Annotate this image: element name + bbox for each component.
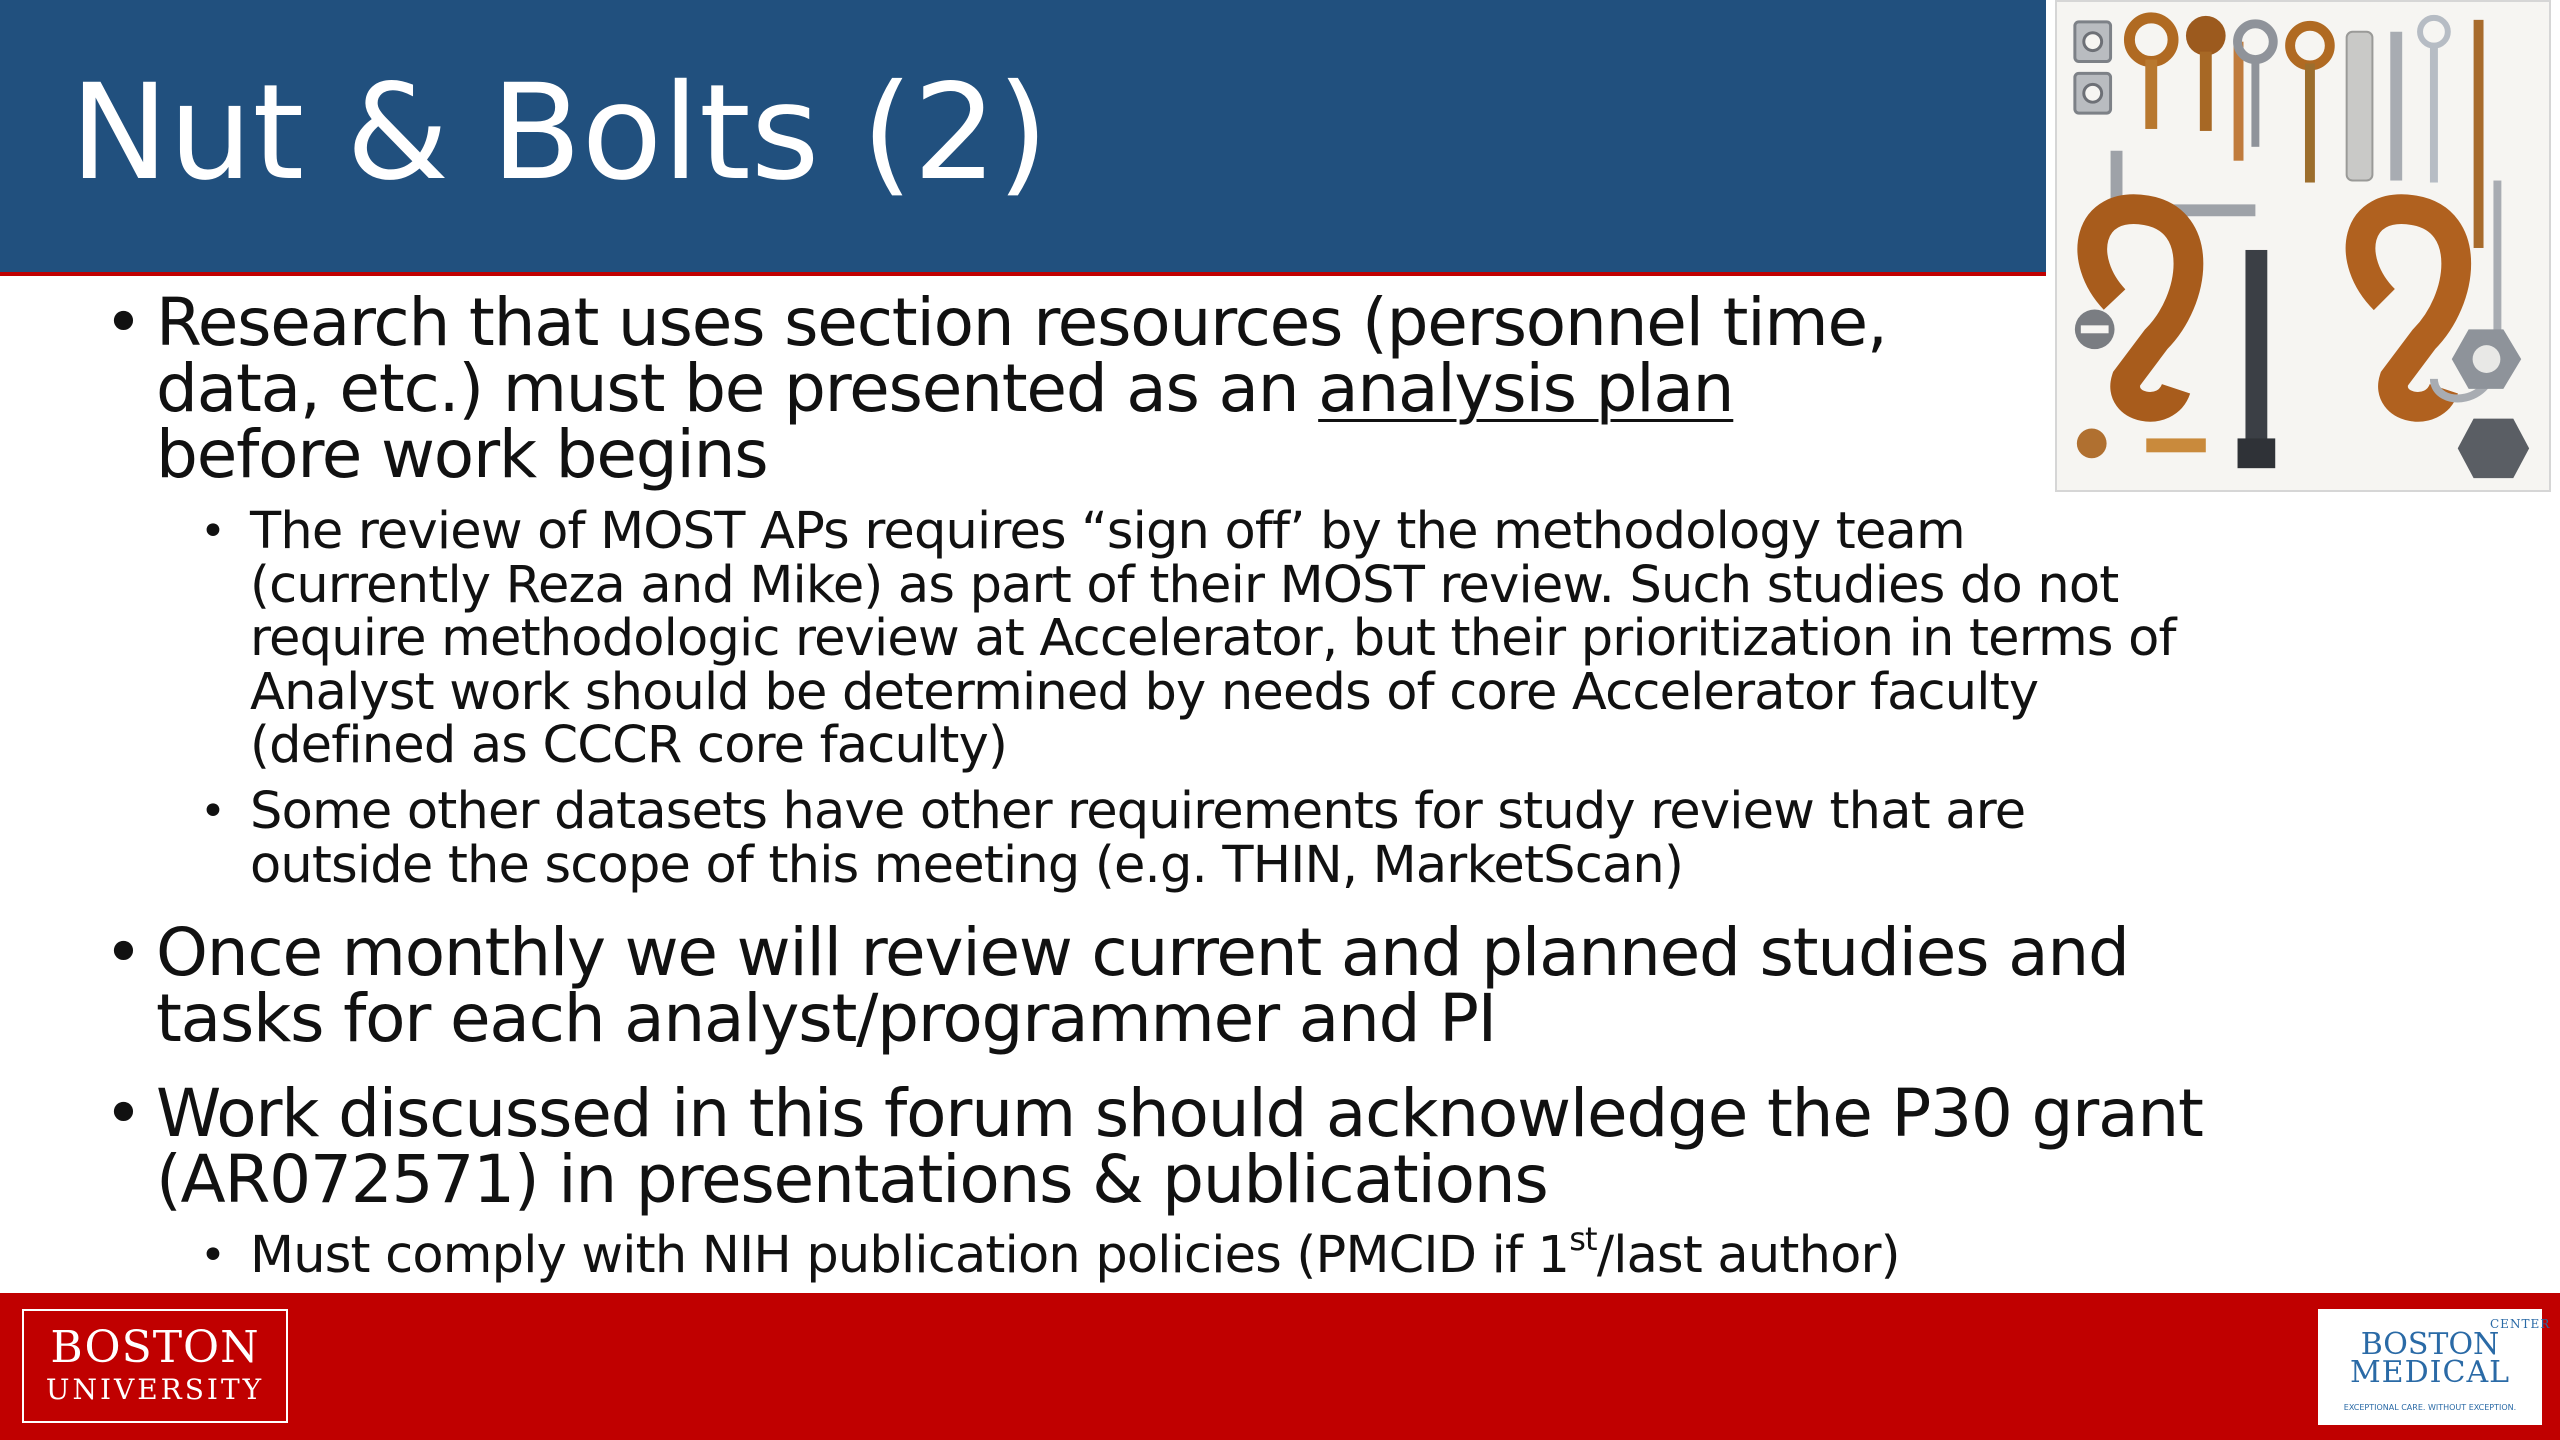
subbullet-other-datasets: Some other datasets have other requirements for study review that are outside the scope of this meeting (e.g. THIN, MarketScan)	[250, 782, 2026, 895]
bullet-dot: •	[200, 1230, 226, 1281]
boston-university-logo: BOSTON UNIVERSITY	[22, 1309, 288, 1423]
bullet-dot: •	[200, 506, 226, 557]
footer-bar	[0, 1293, 2560, 1440]
bullet-dot: •	[104, 284, 143, 361]
bullet-dot: •	[104, 1075, 143, 1152]
bullet-p30-grant: Work discussed in this forum should acknowledge the P30 grant (AR072571) in presentations & publications	[156, 1075, 2203, 1218]
bullet-research-resources: Research that uses section resources (personnel time, data, etc.) must be presented as an analysis plan before work begins	[156, 284, 1887, 493]
subbullet-most-review: The review of MOST APs requires “sign off’ by the methodology team (currently Reza and Mike) as part of their MOST review. Such studies do not require methodologic review at Accelerator, but their prioritization in terms of Analyst work should be determined by needs of core Accelerator faculty (defined as CCCR core faculty)	[250, 502, 2176, 775]
bullet-monthly-review: Once monthly we will review current and planned studies and tasks for each analyst/programmer and PI	[156, 914, 2129, 1057]
analysis-plan-underlined: analysis plan	[1318, 350, 1734, 427]
subbullet-nih-policy: Must comply with NIH publication policies (PMCID if 1st/last author)	[250, 1220, 1900, 1285]
slide-title: Nut & Bolts (2)	[70, 56, 1049, 210]
boston-medical-center-logo: CENTER BOSTON MEDICAL EXCEPTIONAL CARE. WITHOUT EXCEPTION.	[2318, 1309, 2542, 1425]
bullet-dot: •	[200, 786, 226, 837]
bullet-dot: •	[104, 914, 143, 991]
